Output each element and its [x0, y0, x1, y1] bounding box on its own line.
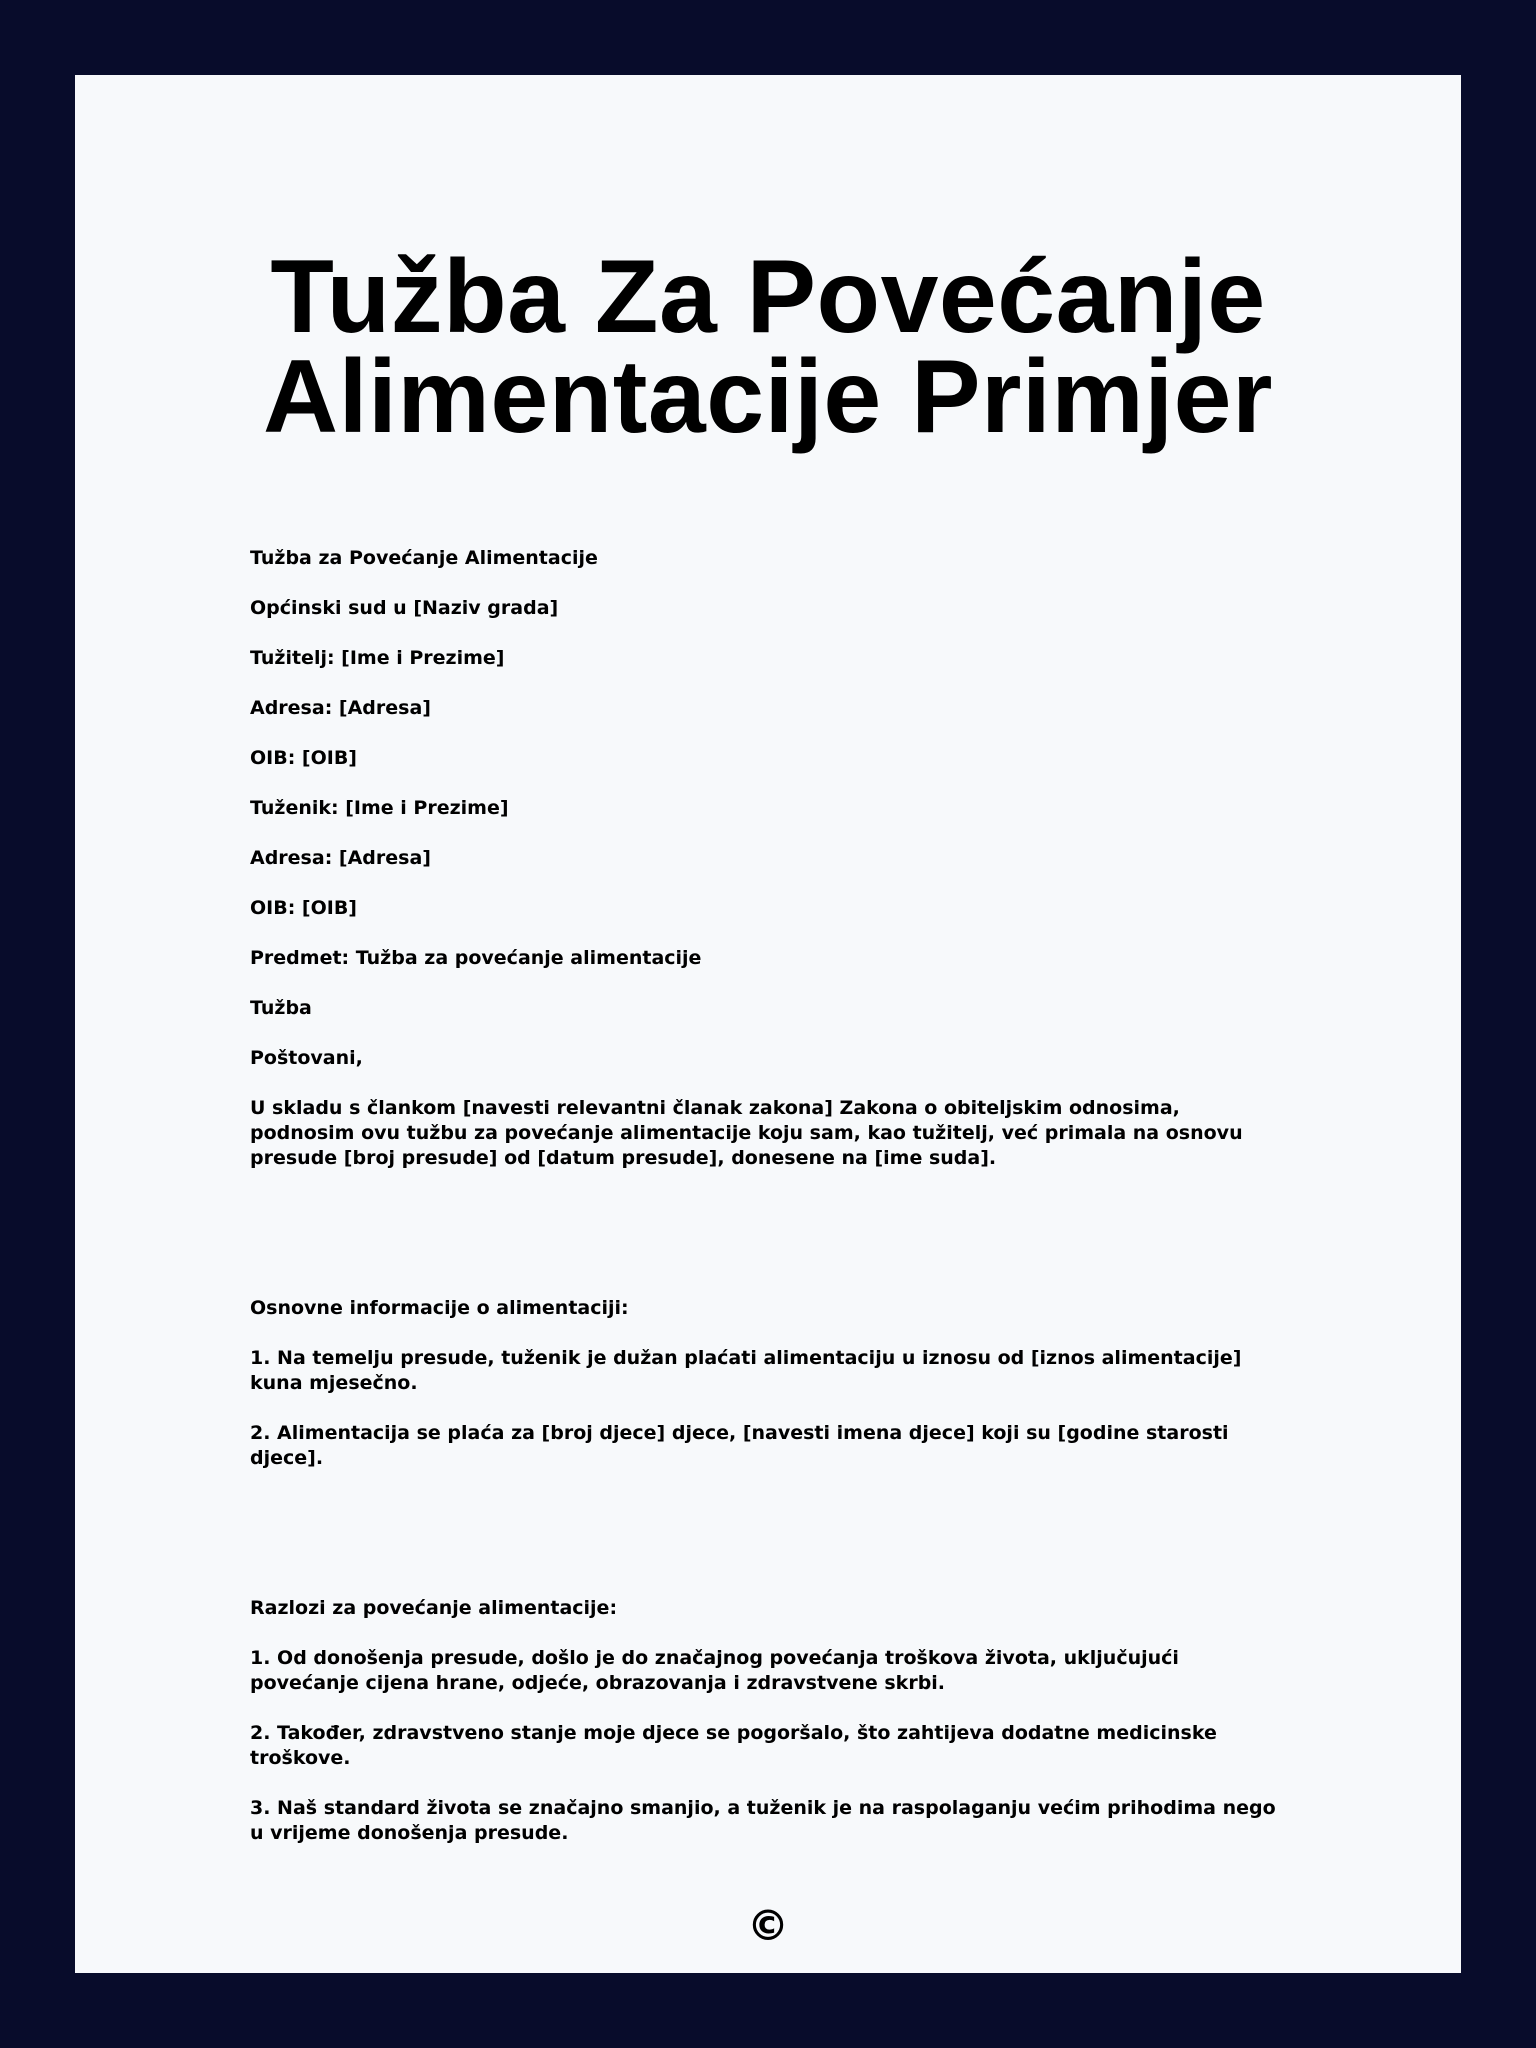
plaintiff-oib-line: OIB: [OIB] — [250, 747, 357, 769]
label-line: Tužba — [250, 997, 312, 1019]
reasons-heading: Razlozi za povećanje alimentacije: — [250, 1597, 618, 1619]
defendant-address-line: Adresa: [Adresa] — [250, 847, 431, 869]
reason-item: 3. Naš standard života se značajno smanjio, a tuženik je na raspolaganju većim prihodima nego u vrijeme donošenja presude. — [250, 1797, 1276, 1844]
defendant-line: Tuženik: [Ime i Prezime] — [250, 797, 509, 819]
defendant-oib-line: OIB: [OIB] — [250, 897, 357, 919]
copyright-icon: © — [747, 1901, 789, 1950]
document-heading: Tužba za Povećanje Alimentacije — [250, 547, 598, 569]
intro-paragraph: U skladu s člankom [navesti relevantni članak zakona] Zakona o obiteljskim odnosima, podnosim ovu tužbu za povećanje alimentacije koju sam, kao tužitelj, već primala na osnovu presude [broj presude] od [datum presude], donesene na [ime suda]. — [250, 1097, 1243, 1169]
subject-line: Predmet: Tužba za povećanje alimentacije — [250, 947, 702, 969]
reason-item: 2. Također, zdravstveno stanje moje djece se pogoršalo, što zahtijeva dodatne medicinske troškove. — [250, 1722, 1217, 1769]
document-title: Tužba Za Povećanje Alimentacije Primjer — [263, 239, 1273, 455]
plaintiff-line: Tužitelj: [Ime i Prezime] — [250, 647, 505, 669]
greeting-line: Poštovani, — [250, 1047, 363, 1069]
court-line: Općinski sud u [Naziv grada] — [250, 597, 559, 619]
section-spacer — [250, 1196, 1290, 1296]
basic-info-heading: Osnovne informacije o alimentaciji: — [250, 1297, 629, 1319]
basic-info-item: 2. Alimentacija se plaća za [broj djece] djece, [navesti imena djece] koji su [godine starosti djece]. — [250, 1422, 1229, 1469]
basic-info-item: 1. Na temelju presude, tuženik je dužan plaćati alimentaciju u iznosu od [iznos alimentacije] kuna mjesečno. — [250, 1347, 1242, 1394]
document-page — [75, 75, 1461, 1973]
document-body — [250, 546, 1290, 1871]
reason-item: 1. Od donošenja presude, došlo je do značajnog povećanja troškova života, uključujući povećanje cijena hrane, odjeće, obrazovanja i zdravstvene skrbi. — [250, 1647, 1179, 1694]
section-spacer — [250, 1496, 1290, 1596]
plaintiff-address-line: Adresa: [Adresa] — [250, 697, 431, 719]
